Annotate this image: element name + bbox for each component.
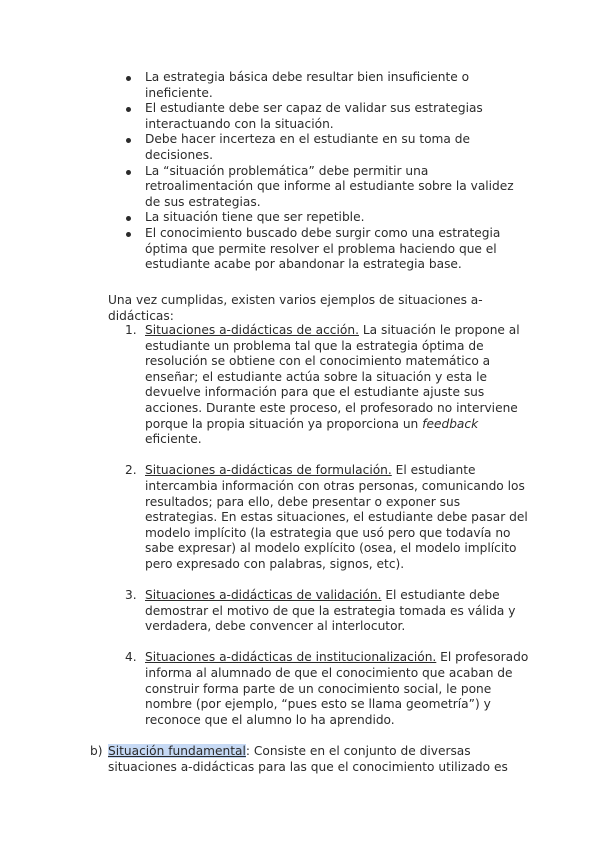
list-item: La “situación problemática” debe permitir una retroalimentación que informe al estudiante sobre la validez de sus estrategias. (145, 164, 525, 211)
bullet-icon (126, 138, 131, 143)
situations-numbered-list (125, 323, 530, 744)
bullet-icon (126, 76, 131, 81)
list-number: 1. (125, 323, 137, 337)
situation-tail: eficiente. (145, 432, 202, 447)
situation-title: Situaciones a-didácticas de acción. (145, 323, 359, 337)
situation-text: El profesorado informa al alumnado de que el conocimiento que acaban de construir forma parte de un conocimiento social, le pone nombre (por ejemplo, “pues esto se llama geometría”) y reconoce que el alumno lo ha aprendido. (145, 650, 529, 727)
bullet-icon (126, 107, 131, 112)
italic-term: feedback (422, 416, 479, 431)
list-item: La estrategia básica debe resultar bien insuficiente o ineficiente. (145, 70, 525, 101)
list-number: 2. (125, 463, 137, 478)
list-number: 4. (125, 650, 137, 665)
situation-title: Situaciones a-didácticas de formulación. (145, 463, 392, 478)
item-b-body (90, 744, 530, 775)
list-number: 3. (125, 588, 137, 603)
situation-title: Situaciones a-didácticas de institucionalización. (145, 650, 437, 665)
bullet-icon (126, 232, 131, 237)
list-item: El estudiante debe ser capaz de validar sus estrategias interactuando con la situación. (145, 101, 525, 132)
situation-title: Situaciones a-didácticas de validación. (145, 588, 382, 603)
item-b-marker: b) (90, 744, 103, 758)
situation-text: El estudiante debe demostrar el motivo de que la estrategia tomada es válida y verdadera, debe convencer al interlocutor. (145, 588, 516, 634)
situation-action (125, 323, 530, 448)
bullet-icon (126, 216, 131, 221)
list-item: La situación tiene que ser repetible. (145, 210, 525, 226)
situation-validation (125, 588, 530, 635)
situation-institutionalization (125, 650, 530, 728)
item-b-text: : Consiste en el conjunto de diversas situaciones a-didácticas para las que el conocimiento utilizado es (108, 744, 508, 774)
item-b-paragraph (90, 744, 530, 775)
highlighted-term[interactable]: Situación fundamental (108, 744, 246, 758)
conditions-bullet-list (145, 70, 525, 273)
bullet-icon (126, 170, 131, 175)
list-item: El conocimiento buscado debe surgir como una estrategia óptima que permite resolver el problema haciendo que el estudiante acabe por abandonar la estrategia base. (145, 226, 525, 273)
intro-paragraph: Una vez cumplidas, existen varios ejemplos de situaciones a-didácticas: (108, 293, 483, 323)
situation-text: El estudiante intercambia información con otras personas, comunicando los resultados; para ello, debe presentar o exponer sus estrategias. En estas situaciones, el estudiante debe pasar del modelo implícito (la estrategia que usó pero que todavía no sabe expresar) al modelo explícito (osea, el modelo implícito pero expresado con palabras, signos, etc). (145, 463, 528, 571)
list-item: Debe hacer incerteza en el estudiante en su toma de decisiones. (145, 132, 525, 163)
situation-text: La situación le propone al estudiante un problema tal que la estrategia óptima de resolución se obtiene con el conocimiento matemático a enseñar; el estudiante actúa sobre la situación y esta le devuelve información para que el estudiante ajuste sus acciones. Durante este proceso, el profesorado no interviene porque la propia situación ya proporciona un (145, 323, 520, 431)
situation-formulation (125, 463, 530, 572)
